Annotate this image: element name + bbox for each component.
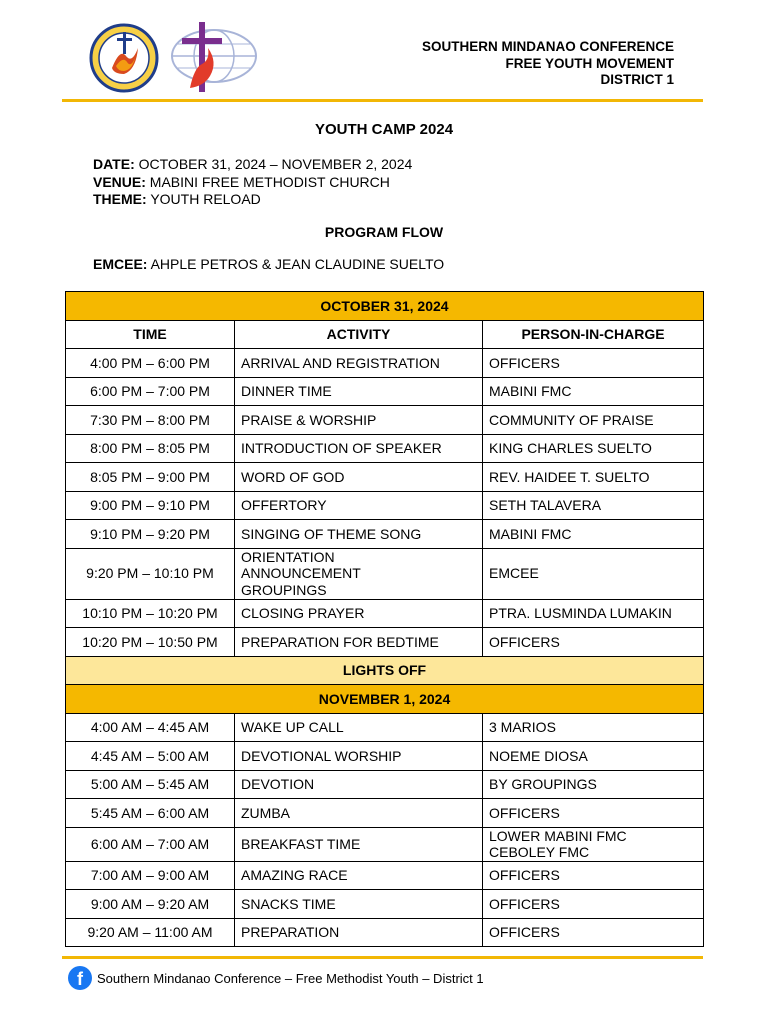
document-title: YOUTH CAMP 2024 — [314, 121, 454, 138]
time-cell — [66, 918, 235, 947]
activity-cell-line: DEVOTION — [241, 776, 315, 792]
time-cell — [66, 349, 235, 378]
footer-text: Southern Mindanao Conference – Free Methodist Youth – District 1 — [97, 970, 484, 986]
program-table-body — [66, 292, 704, 947]
person-cell-line: MABINI FMC — [489, 383, 572, 399]
person-cell — [483, 463, 704, 492]
person-column-header: PERSON-IN-CHARGE — [483, 320, 704, 349]
person-cell — [483, 890, 704, 919]
time-cell — [66, 599, 235, 628]
emcee-value: AHPLE PETROS & JEAN CLAUDINE SUELTO — [150, 256, 445, 272]
time-cell-line: 9:00 AM – 9:20 AM — [90, 895, 210, 912]
person-cell-line: REV. HAIDEE T. SUELTO — [489, 468, 650, 485]
date-label: DATE: — [93, 156, 135, 172]
person-cell — [483, 434, 704, 463]
table-row — [66, 861, 704, 890]
time-cell — [66, 434, 235, 463]
activity-cell-line: ANNOUNCEMENT — [241, 565, 361, 582]
logos — [86, 18, 266, 98]
time-cell-line: 8:00 PM – 8:05 PM — [90, 440, 210, 456]
person-cell-line: CEBOLEY FMC — [489, 844, 590, 860]
footer-divider — [62, 956, 703, 959]
activity-cell — [235, 377, 483, 406]
time-cell — [66, 890, 235, 919]
page-footer — [68, 966, 484, 990]
page-header — [0, 0, 768, 104]
activity-cell — [235, 349, 483, 378]
time-cell-line: 4:00 AM – 4:45 AM — [90, 719, 210, 735]
time-cell — [66, 628, 235, 657]
day-title: NOVEMBER 1, 2024 — [66, 685, 704, 714]
conference-seal-logo — [91, 25, 157, 91]
person-cell — [483, 742, 704, 771]
table-row — [66, 890, 704, 919]
time-cell — [66, 491, 235, 520]
table-row — [66, 463, 704, 492]
person-cell — [483, 918, 704, 947]
activity-cell — [235, 770, 483, 799]
time-cell — [66, 713, 235, 742]
person-cell — [483, 377, 704, 406]
activity-cell-line: WAKE UP CALL — [241, 719, 344, 735]
table-row — [66, 349, 704, 378]
activity-cell — [235, 599, 483, 628]
activity-cell-line: ORIENTATION — [241, 548, 335, 565]
person-cell — [483, 406, 704, 435]
time-cell — [66, 770, 235, 799]
time-cell-line: 7:30 PM – 8:00 PM — [90, 411, 210, 428]
activity-cell-line: AMAZING RACE — [241, 867, 348, 883]
person-cell-line: OFFICERS — [489, 633, 560, 650]
activity-cell — [235, 861, 483, 890]
event-details — [93, 156, 412, 209]
activity-column-header: ACTIVITY — [235, 320, 483, 349]
time-cell-line: 6:00 AM – 7:00 AM — [90, 835, 210, 852]
lights-off-row — [66, 656, 704, 685]
table-row — [66, 434, 704, 463]
activity-cell — [235, 463, 483, 492]
time-cell-line: 5:00 AM – 5:45 AM — [90, 776, 210, 792]
person-cell — [483, 548, 704, 599]
time-cell-line: 8:05 PM – 9:00 PM — [90, 468, 210, 485]
time-cell-line: 9:20 AM – 11:00 AM — [87, 924, 213, 940]
activity-cell-line: ARRIVAL AND REGISTRATION — [241, 354, 440, 371]
activity-cell — [235, 827, 483, 861]
person-cell — [483, 520, 704, 549]
person-cell-line: OFFICERS — [489, 354, 560, 371]
person-cell-line: MABINI FMC — [489, 525, 572, 542]
table-row — [66, 799, 704, 828]
time-cell-line: 10:20 PM – 10:50 PM — [82, 633, 218, 650]
lights-off-label: LIGHTS OFF — [66, 656, 704, 685]
person-cell — [483, 827, 704, 861]
time-cell — [66, 827, 235, 861]
theme-line — [93, 191, 412, 209]
date-value: OCTOBER 31, 2024 – NOVEMBER 2, 2024 — [138, 156, 413, 172]
column-header-row — [66, 320, 704, 349]
person-cell — [483, 491, 704, 520]
person-cell-line: SETH TALAVERA — [489, 497, 602, 513]
table-row — [66, 628, 704, 657]
time-cell — [66, 377, 235, 406]
table-row — [66, 377, 704, 406]
person-cell-line: KING CHARLES SUELTO — [489, 440, 652, 456]
venue-line — [93, 174, 412, 192]
time-column-header: TIME — [66, 320, 235, 349]
activity-cell — [235, 713, 483, 742]
activity-cell-line: OFFERTORY — [241, 497, 327, 513]
activity-cell-line: GROUPINGS — [241, 581, 327, 598]
time-cell — [66, 861, 235, 890]
person-cell — [483, 628, 704, 657]
time-cell-line: 6:00 PM – 7:00 PM — [90, 383, 210, 399]
activity-cell-line: SINGING OF THEME SONG — [241, 525, 422, 542]
table-row — [66, 491, 704, 520]
program-flow-label: PROGRAM FLOW — [324, 224, 444, 240]
table-row — [66, 918, 704, 947]
day-title: OCTOBER 31, 2024 — [66, 292, 704, 321]
day-header-row — [66, 685, 704, 714]
theme-label: THEME: — [93, 191, 147, 207]
person-cell-line: NOEME DIOSA — [489, 747, 588, 764]
free-methodist-logo — [172, 22, 256, 92]
person-cell-line: 3 MARIOS — [489, 719, 556, 735]
time-cell — [66, 742, 235, 771]
time-cell-line: 5:45 AM – 6:00 AM — [90, 804, 210, 821]
table-row — [66, 599, 704, 628]
time-cell-line: 7:00 AM – 9:00 AM — [90, 867, 210, 883]
activity-cell — [235, 406, 483, 435]
activity-cell-line: PREPARATION — [241, 924, 340, 940]
activity-cell-line: WORD OF GOD — [241, 468, 345, 485]
organization-heading — [422, 39, 674, 89]
person-cell-line: BY GROUPINGS — [489, 776, 597, 792]
table-row — [66, 827, 704, 861]
activity-cell — [235, 918, 483, 947]
activity-cell-line: ZUMBA — [241, 804, 290, 821]
time-cell — [66, 463, 235, 492]
activity-cell-line: INTRODUCTION OF SPEAKER — [241, 440, 442, 456]
activity-cell-line: BREAKFAST TIME — [241, 835, 361, 852]
time-cell — [66, 406, 235, 435]
organization-line: SOUTHERN MINDANAO CONFERENCE — [421, 39, 674, 54]
activity-cell — [235, 799, 483, 828]
table-row — [66, 406, 704, 435]
activity-cell — [235, 548, 483, 599]
person-cell-line: OFFICERS — [489, 895, 560, 912]
table-row — [66, 770, 704, 799]
person-cell — [483, 349, 704, 378]
time-cell — [66, 520, 235, 549]
time-cell-line: 9:10 PM – 9:20 PM — [90, 525, 210, 542]
program-table — [65, 291, 704, 947]
person-cell — [483, 799, 704, 828]
person-cell-line: OFFICERS — [489, 804, 560, 821]
table-row — [66, 520, 704, 549]
activity-cell-line: DINNER TIME — [241, 383, 332, 399]
person-cell — [483, 599, 704, 628]
activity-cell-line: DEVOTIONAL WORSHIP — [241, 747, 402, 764]
time-cell-line: 4:45 AM – 5:00 AM — [90, 747, 210, 764]
activity-cell — [235, 434, 483, 463]
activity-cell — [235, 890, 483, 919]
organization-line: FREE YOUTH MOVEMENT — [505, 55, 674, 71]
person-cell-line: OFFICERS — [489, 924, 560, 940]
activity-cell — [235, 628, 483, 657]
time-cell-line: 9:00 PM – 9:10 PM — [90, 497, 210, 513]
activity-cell — [235, 491, 483, 520]
activity-cell-line: SNACKS TIME — [241, 895, 336, 912]
emcee-line — [93, 256, 444, 272]
table-row — [66, 742, 704, 771]
time-cell — [66, 548, 235, 599]
activity-cell — [235, 520, 483, 549]
person-cell — [483, 861, 704, 890]
header-divider — [62, 99, 703, 102]
date-line — [93, 156, 412, 174]
person-cell-line: PTRA. LUSMINDA LUMAKIN — [489, 605, 672, 621]
theme-value: YOUTH RELOAD — [150, 191, 261, 207]
table-row — [66, 713, 704, 742]
organization-line: DISTRICT 1 — [600, 72, 674, 87]
program-flow-heading — [0, 224, 768, 240]
facebook-icon: f — [68, 966, 92, 990]
person-cell-line: COMMUNITY OF PRAISE — [489, 411, 654, 428]
person-cell-line: OFFICERS — [489, 867, 560, 883]
venue-label: VENUE: — [93, 173, 146, 190]
emcee-label: EMCEE: — [93, 256, 148, 272]
time-cell — [66, 799, 235, 828]
person-cell — [483, 770, 704, 799]
time-cell-line: 9:20 PM – 10:10 PM — [86, 565, 214, 582]
person-cell-line: EMCEE — [489, 565, 539, 582]
table-row — [66, 548, 704, 599]
venue-value: MABINI FREE METHODIST CHURCH — [149, 173, 390, 190]
person-cell — [483, 713, 704, 742]
activity-cell — [235, 742, 483, 771]
activity-cell-line: PREPARATION FOR BEDTIME — [241, 633, 439, 650]
activity-cell-line: CLOSING PRAYER — [241, 605, 365, 621]
activity-cell-line: PRAISE & WORSHIP — [241, 411, 377, 428]
day-header-row — [66, 292, 704, 321]
time-cell-line: 4:00 PM – 6:00 PM — [90, 354, 210, 371]
time-cell-line: 10:10 PM – 10:20 PM — [82, 605, 218, 621]
person-cell-line: LOWER MABINI FMC — [489, 827, 627, 844]
